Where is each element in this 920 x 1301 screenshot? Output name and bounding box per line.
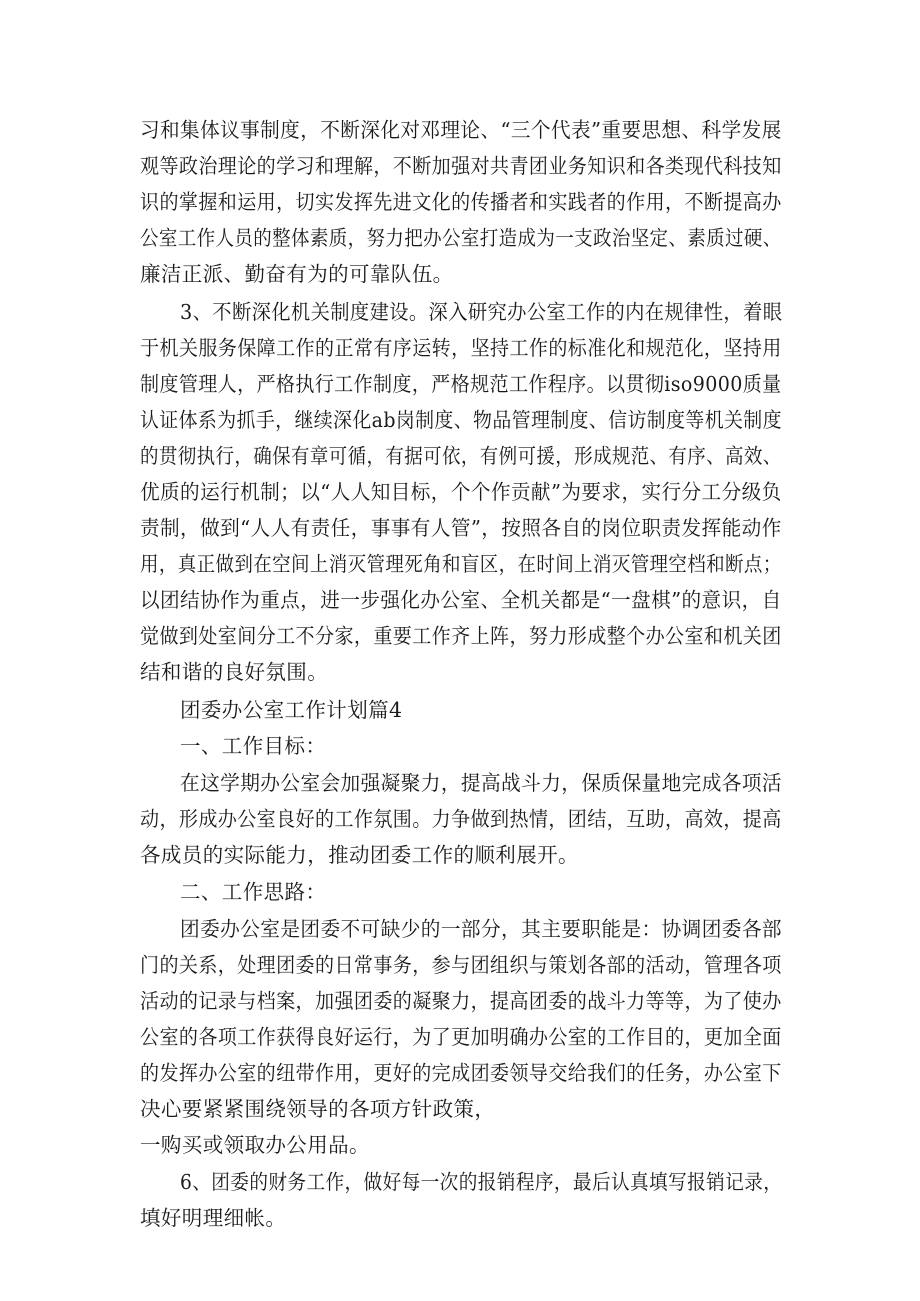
text-line: 门的关系，处理团委的日常事务，参与团组织与策划各部的活动，管理各项 (140, 953, 782, 977)
subheading: 一、工作目标： (180, 734, 327, 758)
text-line: 用，真正做到在空间上消灭管理死角和盲区，在时间上消灭管理空档和断点； (140, 552, 782, 576)
text-line: 3、不断深化机关制度建设。深入研究办公室工作的内在规律性，着眼 (180, 300, 783, 324)
text-line: 认证体系为抓手，继续深化ab岗制度、物品管理制度、信访制度等机关制度 (140, 408, 782, 432)
text-line: 优质的运行机制；以“人人知目标，个个作贡献”为要求，实行分工分级负 (140, 480, 782, 504)
text-line: 一购买或领取办公用品。 (140, 1133, 370, 1157)
text-line: 6、团委的财务工作，做好每一次的报销程序，最后认真填写报销记录， (180, 1170, 783, 1194)
text-line: 公室的各项工作获得良好运行，为了更加明确办公室的工作目的，更加全面 (140, 1025, 782, 1049)
section-heading: 团委办公室工作计划篇4 (180, 698, 403, 722)
text-line: 公室工作人员的整体素质，努力把办公室打造成为一支政治坚定、素质过硬、 (140, 226, 782, 250)
text-line: 廉洁正派、勤奋有为的可靠队伍。 (140, 262, 454, 286)
text-line: 习和集体议事制度，不断深化对邓理论、“三个代表”重要思想、科学发展 (140, 118, 782, 142)
text-line: 活动的记录与档案，加强团委的凝聚力，提高团委的战斗力等等，为了使办 (140, 989, 782, 1013)
text-line: 团委办公室是团委不可缺少的一部分，其主要职能是：协调团委各部 (180, 917, 782, 941)
text-line: 的发挥办公室的纽带作用，更好的完成团委领导交给我们的任务，办公室下 (140, 1061, 782, 1085)
text-line: 识的掌握和运用，切实发挥先进文化的传播者和实践者的作用，不断提高办 (140, 190, 782, 214)
text-line: 决心要紧紧围绕领导的各项方针政策， (140, 1097, 496, 1121)
text-line: 的贯彻执行，确保有章可循，有据可依，有例可援，形成规范、有序、高效、 (140, 444, 782, 468)
text-line: 觉做到处室间分工不分家，重要工作齐上阵，努力形成整个办公室和机关团 (140, 624, 782, 648)
text-line: 制度管理人，严格执行工作制度，严格规范工作程序。以贯彻iso9000质量 (140, 372, 782, 396)
text-line: 各成员的实际能力，推动团委工作的顺利展开。 (140, 843, 579, 867)
text-line: 责制，做到“人人有责任，事事有人管”，按照各自的岗位职责发挥能动作 (140, 516, 782, 540)
text-line: 于机关服务保障工作的正常有序运转，坚持工作的标准化和规范化，坚持用 (140, 336, 782, 360)
text-line: 观等政治理论的学习和理解，不断加强对共青团业务知识和各类现代科技知 (140, 154, 782, 178)
text-line: 动，形成办公室良好的工作氛围。力争做到热情，团结，互助，高效，提高 (140, 807, 782, 831)
text-line: 在这学期办公室会加强凝聚力，提高战斗力，保质保量地完成各项活 (180, 771, 782, 795)
text-line: 填好明理细帐。 (140, 1206, 287, 1230)
subheading: 二、工作思路： (180, 880, 327, 904)
text-line: 结和谐的良好氛围。 (140, 660, 329, 684)
text-line: 以团结协作为重点，进一步强化办公室、全机关都是“一盘棋”的意识，自 (140, 588, 782, 612)
